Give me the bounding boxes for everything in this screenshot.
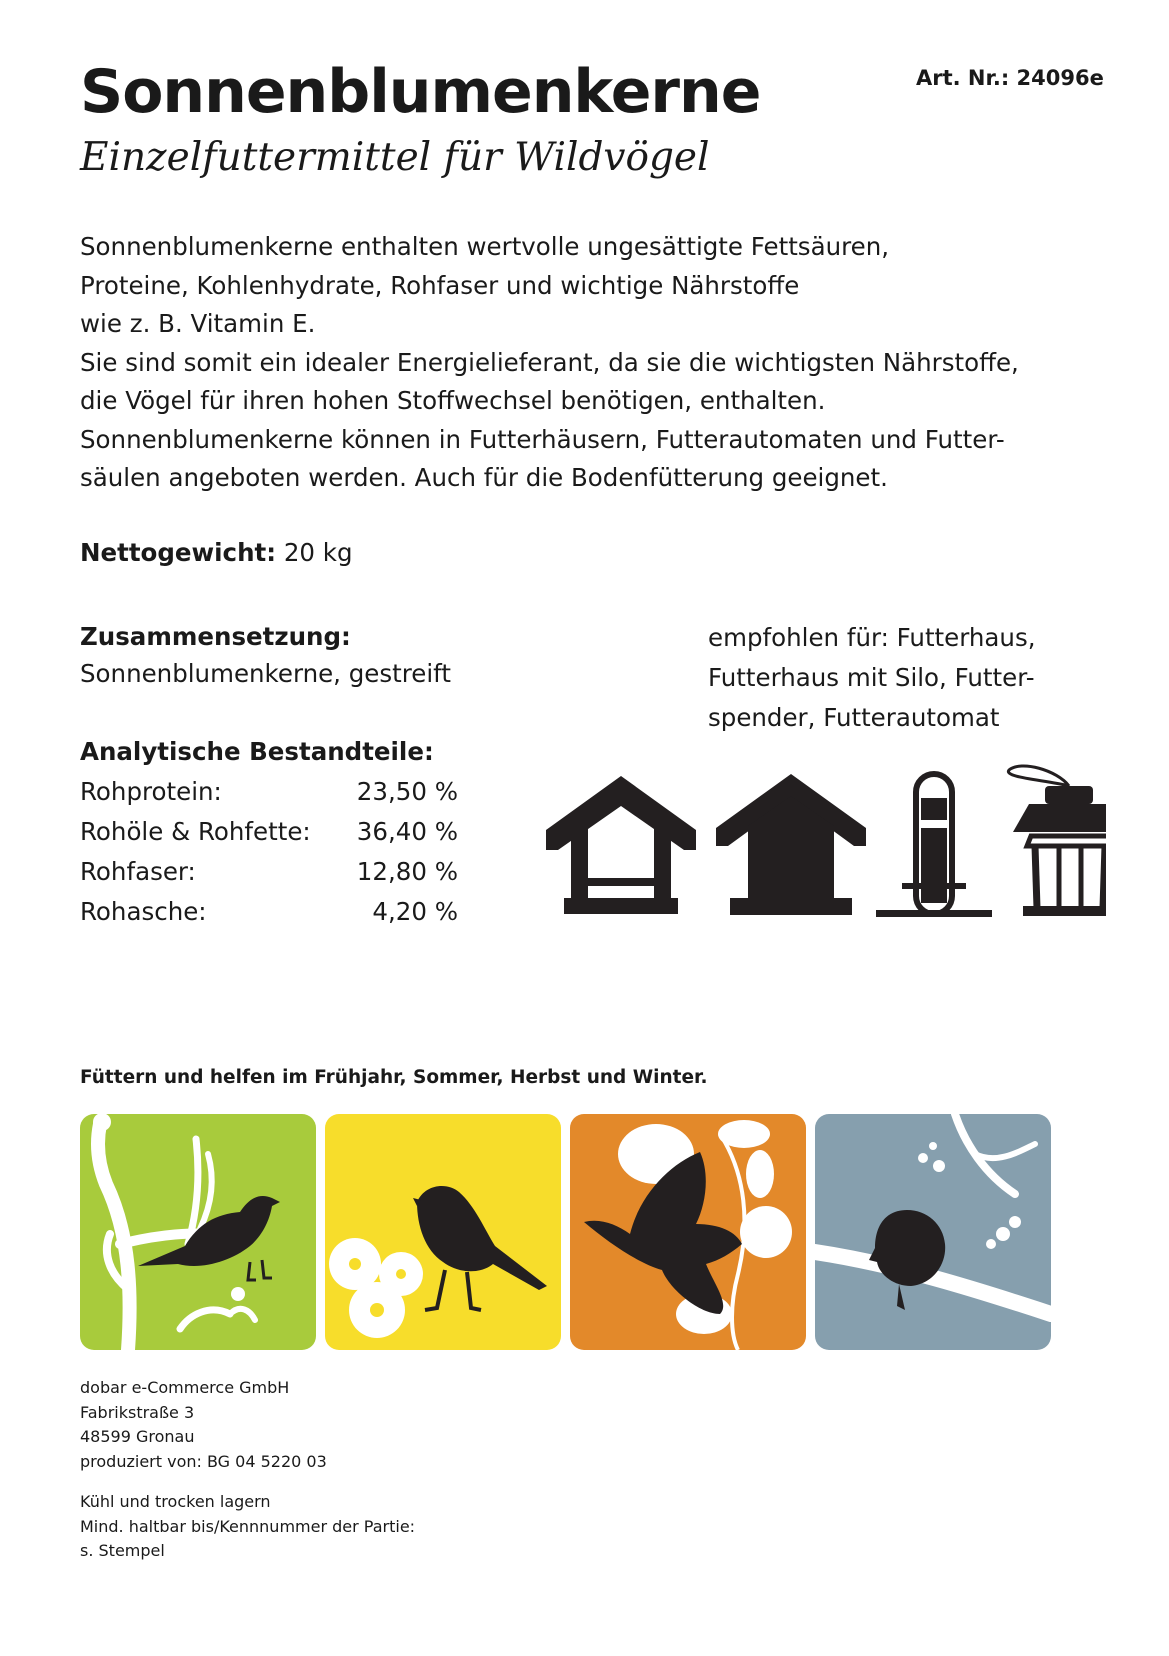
analysis-value: 36,40 %: [356, 817, 458, 846]
net-weight-label: Nettogewicht:: [80, 538, 277, 567]
product-subtitle: Einzelfuttermittel für Wildvögel: [80, 135, 710, 180]
composition-heading: Zusammensetzung:: [80, 622, 351, 651]
analysis-name: Rohöle & Rohfette:: [80, 817, 311, 846]
recommended-line: Futterhaus mit Silo, Futter-: [708, 663, 1035, 692]
analysis-value: 23,50 %: [356, 777, 458, 806]
storage-line: Mind. haltbar bis/Kennnummer der Partie:: [80, 1516, 416, 1536]
description-line: Sonnenblumenkerne können in Futterhäusern, Futterautomaten und Futter-: [80, 424, 1005, 454]
analysis-name: Rohfaser:: [80, 857, 196, 886]
company-line: dobar e-Commerce GmbH: [80, 1378, 290, 1397]
company-line: 48599 Gronau: [80, 1427, 195, 1446]
spring-tile: [80, 1114, 316, 1350]
tube-feeder-icon: [876, 774, 992, 917]
analysis-row: [80, 852, 458, 892]
feeder-icons: [546, 758, 1106, 923]
description-line: Sonnenblumenkerne enthalten wertvolle ungesättigte Fettsäuren,: [80, 232, 890, 261]
analysis-name: Rohasche:: [80, 897, 207, 926]
product-title: Sonnenblumenkerne: [80, 57, 761, 127]
recommended-line: empfohlen für: Futterhaus,: [708, 623, 1036, 652]
recommended-line: spender, Futterautomat: [708, 703, 1000, 732]
net-weight-value: 20 kg: [283, 538, 353, 567]
storage-info: [80, 1490, 415, 1564]
description-line: säulen angeboten werden. Auch für die Bodenfütterung geeignet.: [80, 463, 888, 492]
analysis-value: 4,20 %: [372, 897, 458, 926]
analysis-row: [80, 812, 458, 852]
net-weight: [80, 538, 353, 567]
analysis-table: [80, 772, 458, 932]
company-line: Fabrikstraße 3: [80, 1402, 195, 1422]
description-line: Proteine, Kohlenhydrate, Rohfaser und wichtige Nährstoffe: [80, 270, 800, 300]
analysis-value: 12,80 %: [356, 857, 458, 886]
analysis-row: [80, 772, 458, 812]
lantern-feeder-icon: [1008, 766, 1106, 916]
spring-bird-icon: [80, 1114, 316, 1350]
company-line: produziert von: BG 04 5220 03: [80, 1451, 327, 1471]
feeder-house-silo-icon: [716, 774, 866, 915]
analysis-heading: Analytische Bestandteile:: [80, 737, 434, 766]
description-line: die Vögel für ihren hohen Stoffwechsel benötigen, enthalten.: [80, 386, 826, 415]
description-line: Sie sind somit ein idealer Energielieferant, da sie die wichtigsten Nährstoffe,: [80, 347, 1019, 377]
article-number: Art. Nr.: 24096e: [916, 66, 1104, 90]
tagline: Füttern und helfen im Frühjahr, Sommer, Herbst und Winter.: [80, 1067, 708, 1088]
storage-line: s. Stempel: [80, 1541, 165, 1560]
product-description: [80, 228, 1080, 498]
storage-line: Kühl und trocken lagern: [80, 1492, 271, 1511]
summer-bird-icon: [325, 1114, 561, 1350]
autumn-bird-icon: [570, 1114, 806, 1350]
analysis-name: Rohprotein:: [80, 777, 222, 806]
summer-tile: [325, 1114, 561, 1350]
recommended-for: [708, 618, 1036, 738]
analysis-row: [80, 892, 458, 932]
winter-bird-icon: [815, 1114, 1051, 1350]
winter-tile: [815, 1114, 1051, 1350]
description-line: wie z. B. Vitamin E.: [80, 309, 316, 338]
company-info: [80, 1376, 327, 1474]
autumn-tile: [570, 1114, 806, 1350]
feeder-house-open-icon: [546, 776, 696, 914]
composition-value: Sonnenblumenkerne, gestreift: [80, 659, 451, 688]
